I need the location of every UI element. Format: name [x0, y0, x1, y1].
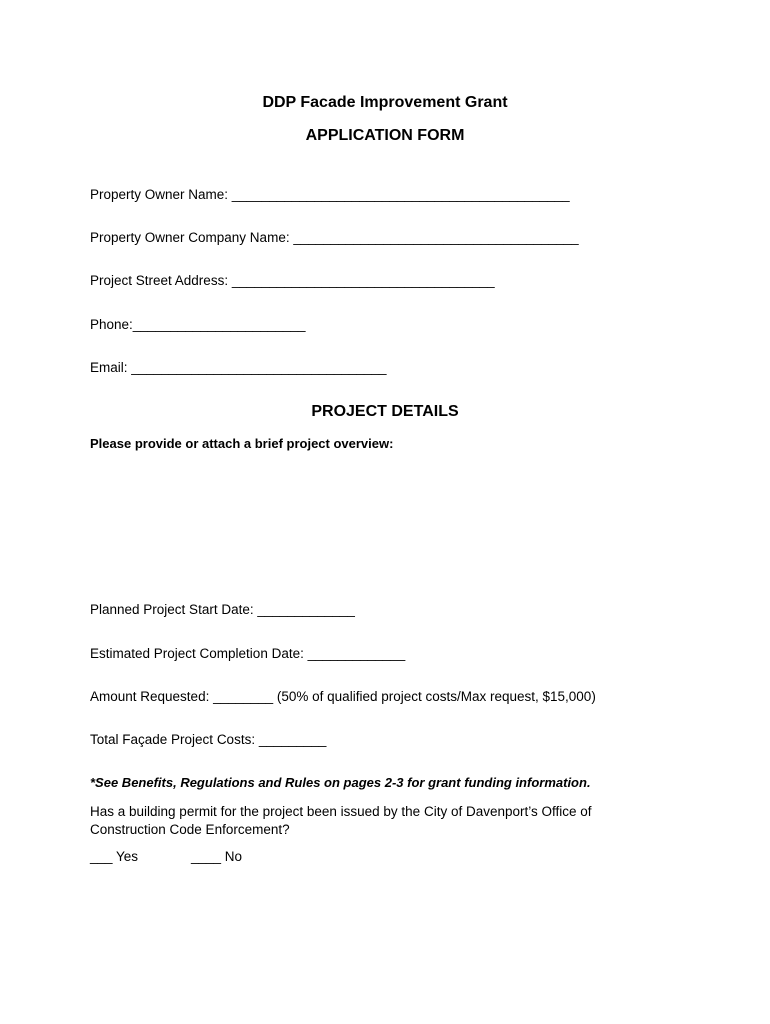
permit-no-option[interactable]: ____ No [191, 849, 243, 864]
benefits-note: *See Benefits, Regulations and Rules on pages 2-3 for grant funding information. [90, 775, 591, 790]
amount-requested-field[interactable]: Amount Requested: ________ (50% of qualified project costs/Max request, $15,000) [90, 689, 596, 704]
completion-date-field[interactable]: Estimated Project Completion Date: _____________ [90, 646, 406, 661]
email-field[interactable]: Email: __________________________________ [90, 360, 387, 375]
street-address-field[interactable]: Project Street Address: ___________________________________ [90, 273, 495, 288]
overview-prompt: Please provide or attach a brief project overview: [90, 436, 394, 451]
permit-yes-option[interactable]: ___ Yes [90, 849, 139, 864]
permit-question: Has a building permit for the project been issued by the City of Davenport’s Office of Construction Code Enforcement? [90, 804, 592, 837]
owner-name-field[interactable]: Property Owner Name: _____________________________________________ [90, 187, 570, 202]
company-name-field[interactable]: Property Owner Company Name: ______________________________________ [90, 230, 579, 245]
start-date-field[interactable]: Planned Project Start Date: _____________ [90, 602, 355, 617]
phone-field[interactable]: Phone:_______________________ [90, 317, 306, 332]
form-title: DDP Facade Improvement Grant [262, 94, 508, 111]
project-details-heading: PROJECT DETAILS [311, 403, 459, 420]
total-costs-field[interactable]: Total Façade Project Costs: _________ [90, 732, 327, 747]
form-subtitle: APPLICATION FORM [305, 127, 465, 144]
